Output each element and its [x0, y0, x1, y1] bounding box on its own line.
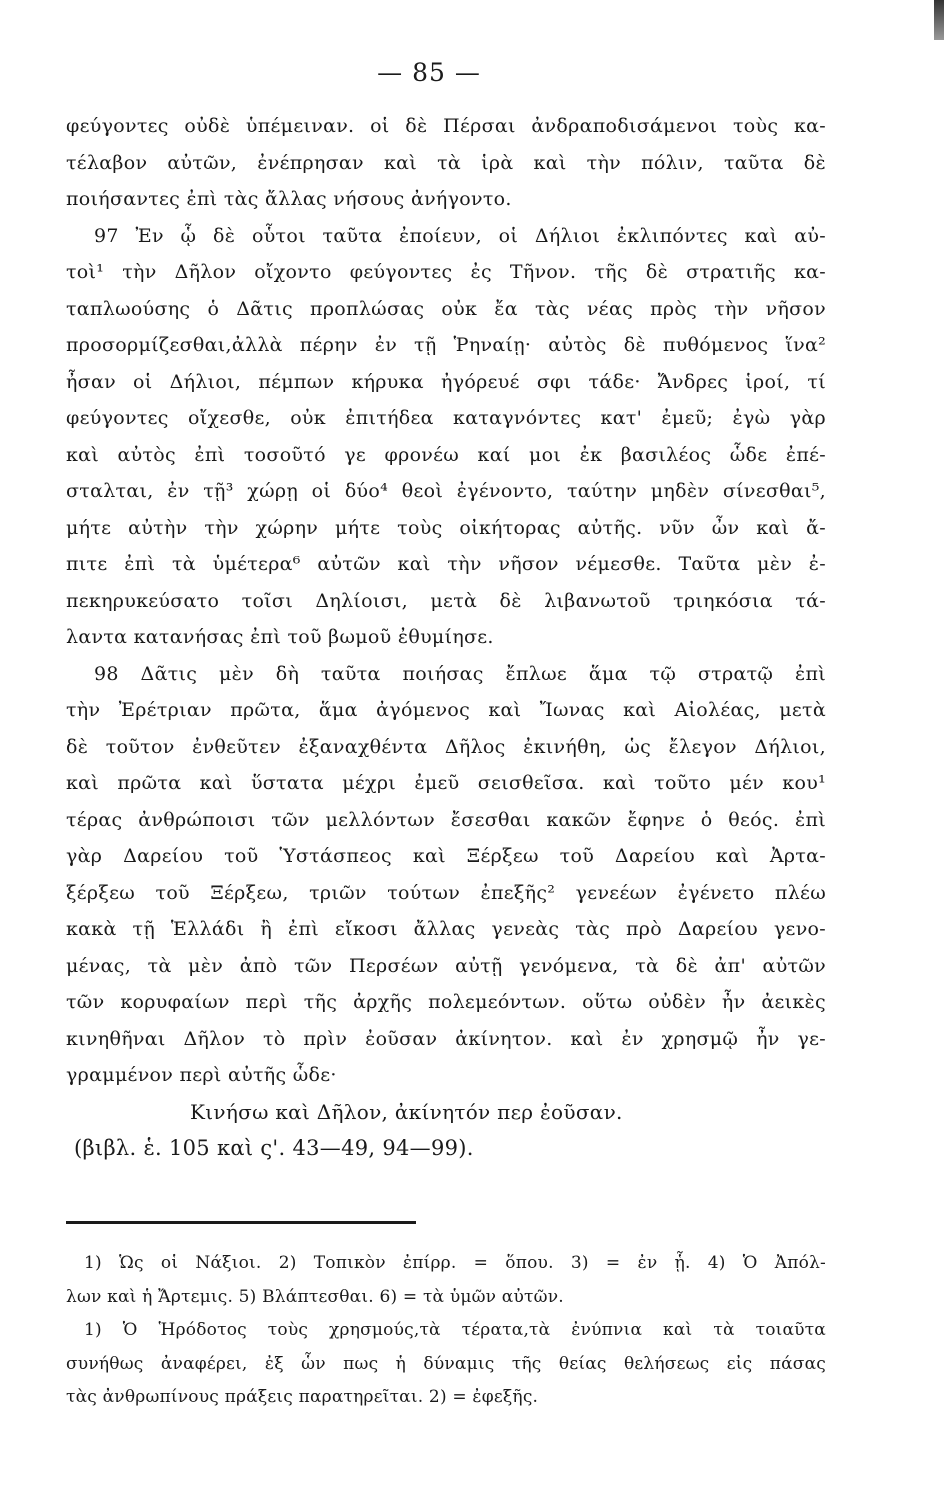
text-line: ταπλωούσης ὁ Δᾶτις προπλώσας οὐκ ἔα τὰς νέας πρὸς τὴν νῆσον — [66, 297, 826, 320]
text-line: κακὰ τῇ Ἑλλάδι ἢ ἐπὶ εἴκοσι ἄλλας γενεὰς τὰς πρὸ Δαρείου γενο- — [66, 918, 826, 940]
text-line: γὰρ Δαρείου τοῦ Ὑστάσπεος καὶ Ξέρξεω τοῦ Δαρείου καὶ Ἀρτα- — [66, 845, 826, 867]
footnote-line: 1) Ὡς οἱ Νάξιοι. 2) Τοπικὸν ἐπίρρ. = ὅπου. 3) = ἐν ᾗ. 4) Ὁ Ἀπόλ- — [84, 1253, 826, 1273]
text-line: κινηθῆναι Δῆλον τὸ πρὶν ἐοῦσαν ἀκίνητον. καὶ ἐν χρησμῷ ἦν γε- — [66, 1027, 826, 1050]
text-line: τὴν Ἐρέτριαν πρῶτα, ἅμα ἀγόμενος καὶ Ἴωνας καὶ Αἰολέας, μετὰ — [66, 699, 826, 721]
text-line: τέρας ἀνθρώποισι τῶν μελλόντων ἔσεσθαι κακῶν ἔφηνε ὁ θεός. ἐπὶ — [66, 808, 826, 831]
text-line: πεκηρυκεύσατο τοῖσι Δηλίοισι, μετὰ δὲ λιβανωτοῦ τριηκόσια τά- — [66, 589, 826, 612]
footnote-line: συνήθως ἀναφέρει, ἐξ ὧν πως ἡ δύναμις τῆς θείας θελήσεως εἰς πάσας — [66, 1353, 826, 1374]
text-line: ξέρξεω τοῦ Ξέρξεω, τριῶν τούτων ἐπεξῆς² γενεέων ἐγένετο πλέω — [66, 881, 826, 904]
section-97-start: 97 Ἐν ᾧ δὲ οὗτοι ταῦτα ἐποίευν, οἱ Δήλιοι ἐκλιπόντες καὶ αὐ- — [94, 224, 826, 247]
text-line: πιτε ἐπὶ τὰ ὑμέτερα⁶ αὐτῶν καὶ τὴν νῆσον νέμεσθε. Ταῦτα μὲν ἐ- — [66, 553, 826, 575]
text-line: μένας, τὰ μὲν ἀπὸ τῶν Περσέων αὐτῇ γενόμενα, τὰ δὲ ἀπ' αὐτῶν — [66, 954, 826, 977]
text-line: τέλαβον αὐτῶν, ἐνέπρησαν καὶ τὰ ἱρὰ καὶ τὴν πόλιν, ταῦτα δὲ — [66, 151, 826, 174]
text-line: ποιήσαντες ἐπὶ τὰς ἄλλας νήσους ἀνήγοντο. — [66, 188, 512, 210]
page-edge-mark — [934, 0, 944, 40]
text-line: τοὶ¹ τὴν Δῆλον οἴχοντο φεύγοντες ἐς Τῆνον. τῆς δὲ στρατιῆς κα- — [66, 261, 826, 283]
source-citation: (βιβλ. ἑ. 105 καὶ ς'. 43—49, 94—99). — [74, 1136, 474, 1160]
text-line: λαντα κατανήσας ἐπὶ τοῦ βωμοῦ ἐθυμίησε. — [66, 626, 494, 648]
text-line: σταλται, ἐν τῇ³ χώρῃ οἱ δύο⁴ θεοὶ ἐγένοντο, ταύτην μηδὲν σίνεσθαι⁵, — [66, 480, 826, 502]
page-number: — 85 — — [377, 58, 481, 87]
footnote-line: 1) Ὁ Ἡρόδοτος τοὺς χρησμούς,τὰ τέρατα,τὰ ἐνύπνια καὶ τὰ τοιαῦτα — [84, 1320, 826, 1340]
footnotes — [66, 1247, 826, 1415]
text-line: δὲ τοῦτον ἐνθεῦτεν ἐξαναχθέντα Δῆλος ἐκινήθη, ὡς ἔλεγον Δήλιοι, — [66, 735, 826, 758]
body-text — [66, 108, 826, 1167]
text-line: ἦσαν οἱ Δήλιοι, πέμπων κήρυκα ἠγόρευέ σφι τάδε· Ἄνδρες ἱροί, τί — [66, 370, 826, 393]
text-line: φεύγοντες οἴχεσθε, οὐκ ἐπιτήδεα καταγνόντες κατ' ἐμεῦ; ἐγὼ γὰρ — [66, 407, 826, 429]
footnote-line: λων καὶ ἡ Ἄρτεμις. 5) Βλάπτεσθαι. 6) = τὰ ὑμῶν αὐτῶν. — [66, 1286, 564, 1307]
footnote-line: τὰς ἀνθρωπίνους πράξεις παρατηρεῖται. 2) = ἐφεξῆς. — [66, 1387, 539, 1407]
text-line: τῶν κορυφαίων περὶ τῆς ἀρχῆς πολεμεόντων. οὕτω οὐδὲν ἦν ἀεικὲς — [66, 991, 826, 1013]
text-line: φεύγοντες οὐδὲ ὑπέμειναν. οἱ δὲ Πέρσαι ἀνδραποδισάμενοι τοὺς κα- — [66, 115, 826, 137]
text-line: γραμμένον περὶ αὐτῆς ὧδε· — [66, 1064, 337, 1086]
text-line: καὶ πρῶτα καὶ ὕστατα μέχρι ἐμεῦ σεισθεῖσα. καὶ τοῦτο μέν κου¹ — [66, 772, 826, 794]
section-98-start: 98 Δᾶτις μὲν δὴ ταῦτα ποιήσας ἔπλωε ἅμα τῷ στρατῷ ἐπὶ — [94, 662, 826, 685]
text-line: προσορμίζεσθαι,ἀλλὰ πέρην ἐν τῇ Ῥηναίῃ· αὐτὸς δὲ πυθόμενος ἵνα² — [66, 334, 826, 356]
text-line: καὶ αὐτὸς ἐπὶ τοσοῦτό γε φρονέω καί μοι ἐκ βασιλέος ὧδε ἐπέ- — [66, 443, 826, 466]
oracle-verse: Κινήσω καὶ Δῆλον, ἀκίνητόν περ ἐοῦσαν. — [190, 1099, 623, 1124]
text-line: μήτε αὐτὴν τὴν χώρην μήτε τοὺς οἰκήτορας αὐτῆς. νῦν ὦν καὶ ἄ- — [66, 516, 826, 539]
footnote-divider — [66, 1221, 416, 1224]
